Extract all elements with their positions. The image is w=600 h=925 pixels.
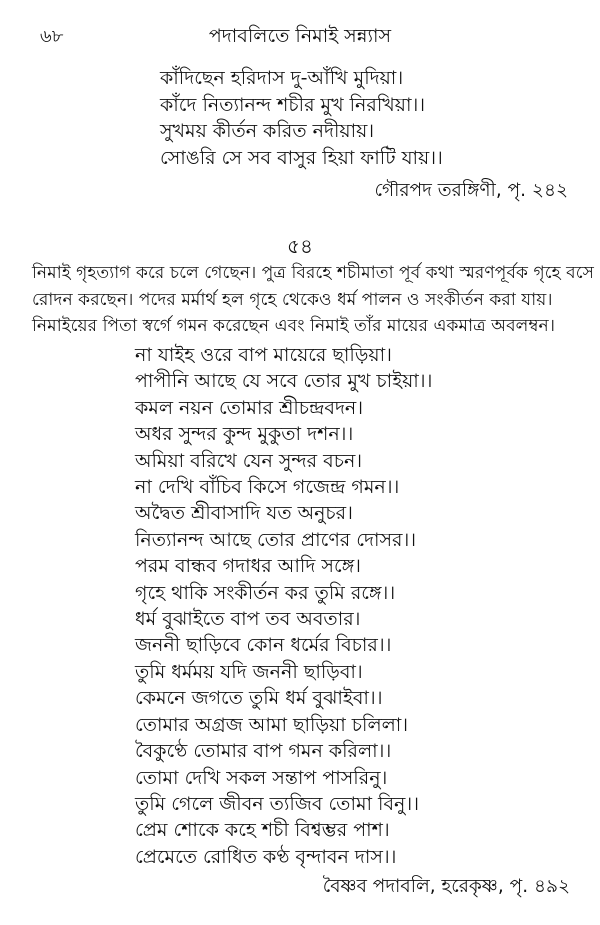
prose-line: রোদন করছেন। পদের মর্মার্থ হল গৃহে থেকেও ধর্ম পালন ও সংকীর্তন করা যায়। (32, 289, 553, 310)
verse-line: গৃহে থাকি সংকীর্তন কর তুমি রঙ্গে।। (135, 581, 396, 604)
page-number: ৬৮ (40, 26, 64, 47)
verse-line: অদ্বৈত শ্রীবাসাদি যত অনুচর। (135, 502, 353, 525)
page-header (40, 22, 560, 52)
verse-source-citation: গৌরপদ তরঙ্গিণী, পৃ. ২৪২ (374, 180, 568, 201)
verse-line: প্রেমেতে রোধিত কণ্ঠ বৃন্দাবন দাস।। (135, 845, 397, 868)
verse-line: কাঁদে নিত্যানন্দ শচীর মুখ নিরখিয়া।। (160, 93, 426, 116)
verse-line: অমিয়া বরিখে যেন সুন্দর বচন। (135, 449, 363, 472)
verse-line: সুখময় কীর্তন করিত নদীয়ায়। (160, 120, 375, 142)
verse-source-citation: বৈষ্ণব পদাবলি, হরেকৃষ্ণ, পৃ. ৪৯২ (322, 876, 570, 897)
verse-line: নিত্যানন্দ আছে তোর প্রাণের দোসর।। (135, 528, 417, 551)
verse-line: না যাইহ ওরে বাপ মায়েরে ছাড়িয়া। (135, 344, 392, 366)
verse-line: অধর সুন্দর কুন্দ মুকুতা দশন।। (135, 423, 354, 446)
verse-block-1 (160, 65, 600, 171)
prose-line: নিমাই গৃহত্যাগ করে চলে গেছেন। পুত্র বিরহে শচীমাতা পূর্ব কথা স্মরণপূর্বক গৃহে বসে (32, 263, 594, 283)
verse-line: তোমার অগ্রজ আমা ছাড়িয়া চলিলা। (135, 713, 409, 736)
verse-line: জননী ছাড়িবে কোন ধর্মের বিচার।। (135, 634, 392, 657)
verse-line: না দেখি বাঁচিব কিসে গজেন্দ্র গমন।। (135, 476, 400, 499)
verse-line: সোঙরি সে সব বাসুর হিয়া ফাটি যায়।। (160, 146, 443, 169)
verse-line: কমল নয়ন তোমার শ্রীচন্দ্রবদন। (135, 396, 364, 419)
verse-line: কাঁদিছেন হরিদাস দু-আঁখি মুদিয়া। (160, 67, 404, 89)
running-title: পদাবলিতে নিমাই সন্ন্যাস (208, 25, 392, 47)
prose-paragraph (32, 260, 594, 340)
verse-line: বৈকুণ্ঠে তোমার বাপ গমন করিলা।। (135, 740, 392, 763)
section-number: ৫৪ (287, 234, 313, 258)
verse-line: পরম বান্ধব গদাধর আদি সঙ্গে। (135, 555, 361, 578)
verse-line: পাপীনি আছে যে সবে তোর মুখ চাইয়া।। (135, 370, 433, 393)
verse-line: ধর্ম বুঝাইতে বাপ তব অবতার। (135, 608, 361, 631)
verse-line: তুমি গেলে জীবন ত্যজিব তোমা বিনু।। (135, 792, 419, 815)
verse-line: প্রেম শোকে কহে শচী বিশ্বম্ভর পাশ। (135, 819, 390, 842)
verse-line: তোমা দেখি সকল সন্তাপ পাসরিনু। (135, 766, 388, 789)
verse-line: কেমনে জগতে তুমি ধর্ম বুঝাইবা।। (135, 687, 383, 710)
verse-line: তুমি ধর্মময় যদি জননী ছাড়িবা। (135, 660, 363, 683)
prose-line: নিমাইয়ের পিতা স্বর্গে গমন করেছেন এবং নিমাই তাঁর মায়ের একমাত্র অবলম্বন। (32, 316, 555, 336)
verse-block-2 (135, 342, 600, 870)
